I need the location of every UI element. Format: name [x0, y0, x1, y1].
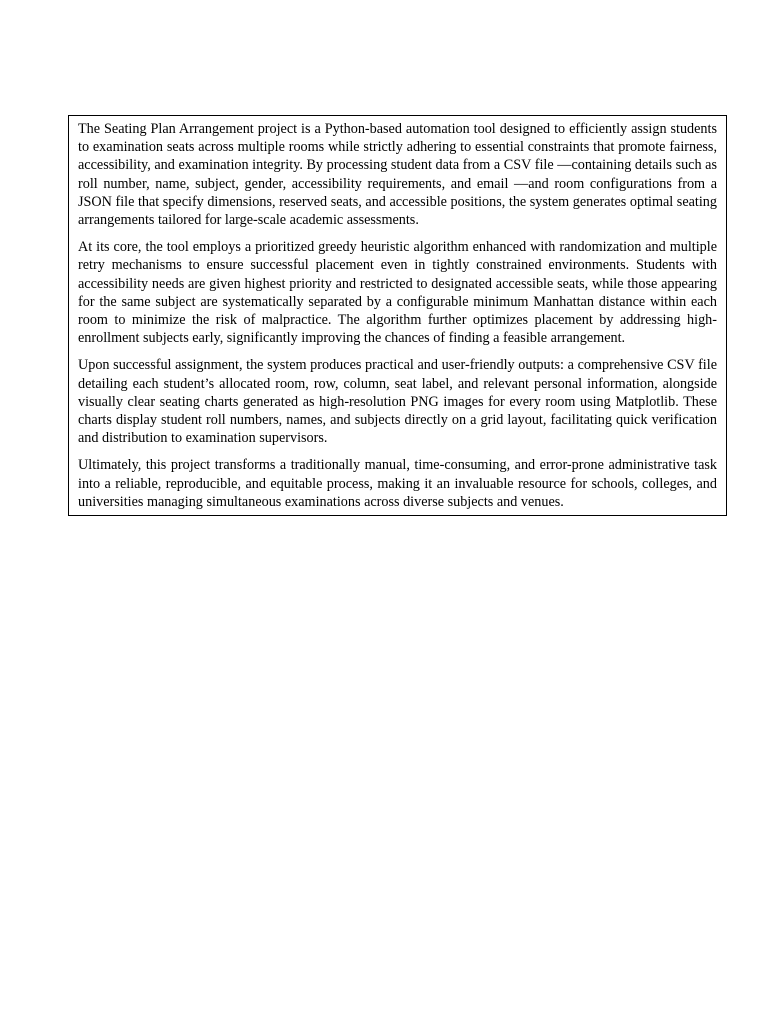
paragraph-outputs: Upon successful assignment, the system produces practical and user-friendly outputs: a comprehensive CSV file detailing each student’s allocated room, row, column, seat label, and relevant personal information, alongside visually clear seating charts generated as high-resolution PNG images for every room using Matplotlib. These charts display student roll numbers, names, and subjects directly on a grid layout, facilitating quick verification and distribution to examination supervisors. — [78, 357, 717, 447]
paragraph-conclusion: Ultimately, this project transforms a traditionally manual, time-consuming, and error-prone administrative task into a reliable, reproducible, and equitable process, making it an invaluable resource for schools, colleges, and universities managing simultaneous examinations across diverse subjects and venues. — [78, 457, 717, 510]
abstract-text-box — [68, 115, 727, 516]
paragraph-overview: The Seating Plan Arrangement project is a Python-based automation tool designed to efficiently assign students to examination seats across multiple rooms while strictly adhering to essential constraints that promote fairness, accessibility, and examination integrity. By processing student data from a CSV file —containing details such as roll number, name, subject, gender, accessibility requirements, and email —and room configurations from a JSON file that specify dimensions, reserved seats, and accessible positions, the system generates optimal seating arrangements tailored for large-scale academic assessments. — [78, 121, 717, 229]
paragraph-algorithm: At its core, the tool employs a prioritized greedy heuristic algorithm enhanced with randomization and multiple retry mechanisms to ensure successful placement even in tightly constrained environments. Students with accessibility needs are given highest priority and restricted to designated accessible seats, while those appearing for the same subject are systematically separated by a configurable minimum Manhattan distance within each room to minimize the risk of malpractice. The algorithm further optimizes placement by addressing high-enrollment subjects early, significantly improving the chances of finding a feasible arrangement. — [78, 239, 717, 347]
